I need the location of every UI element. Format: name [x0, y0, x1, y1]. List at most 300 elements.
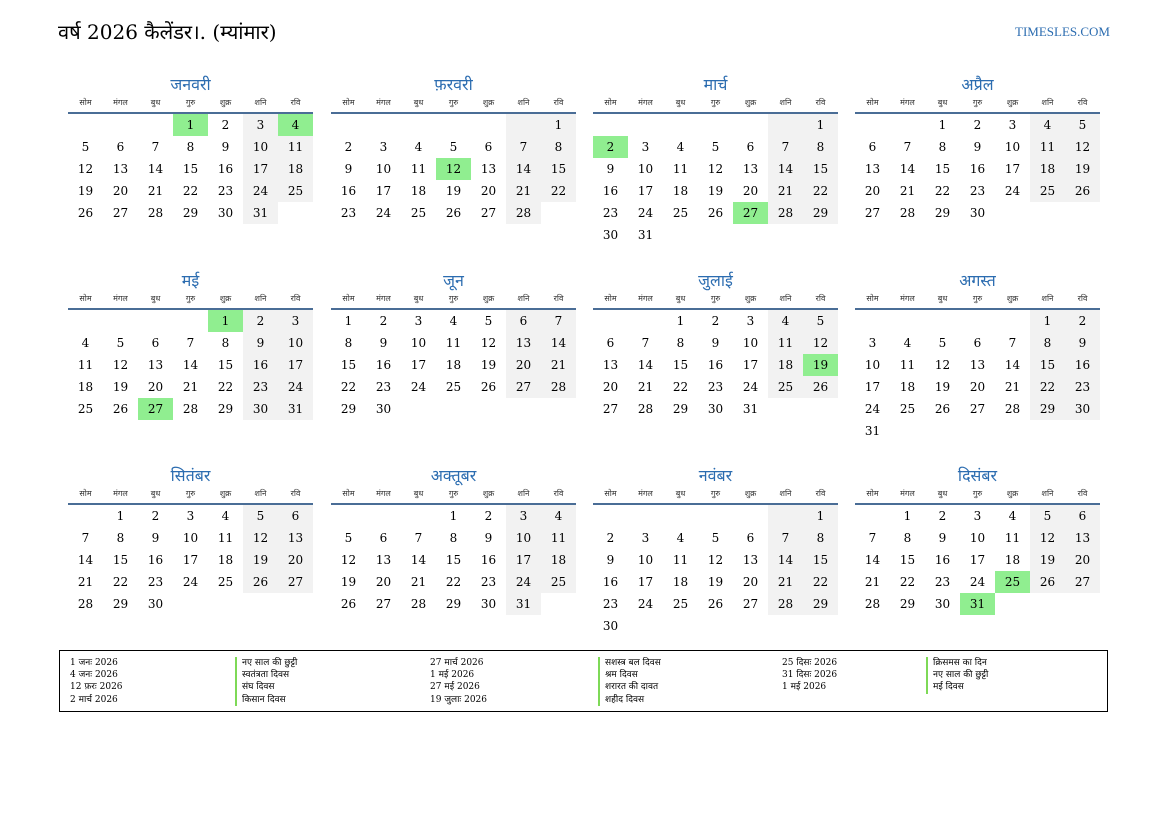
day-cell[interactable]: 21	[864, 575, 881, 589]
day-cell[interactable]: 5	[1065, 114, 1100, 136]
day-cell[interactable]: 21	[147, 184, 164, 198]
day-cell[interactable]: 5	[81, 140, 90, 154]
day-cell[interactable]: 16	[969, 162, 986, 176]
day-cell[interactable]: 4	[221, 509, 230, 523]
day-cell[interactable]: 15	[445, 553, 462, 567]
day-cell[interactable]: 9	[711, 336, 720, 350]
day-cell[interactable]: 28	[1004, 402, 1021, 416]
day-cell[interactable]: 27	[742, 597, 759, 611]
day-cell[interactable]: 23	[934, 575, 951, 589]
day-cell[interactable]: 6	[1065, 505, 1100, 527]
day-cell[interactable]: 5	[1030, 505, 1065, 527]
day-cell[interactable]: 12	[480, 336, 497, 350]
day-cell[interactable]: 2	[484, 509, 493, 523]
day-cell[interactable]: 19	[707, 575, 724, 589]
day-cell[interactable]: 25	[278, 180, 313, 202]
day-cell[interactable]: 15	[803, 158, 838, 180]
day-cell[interactable]: 30	[217, 206, 234, 220]
day-cell[interactable]: 19	[445, 184, 462, 198]
day-cell[interactable]: 10	[637, 553, 654, 567]
day-cell[interactable]: 22	[340, 380, 357, 394]
holiday-day[interactable]: 27	[733, 202, 768, 224]
day-cell[interactable]: 13	[602, 358, 619, 372]
day-cell[interactable]: 2	[344, 140, 353, 154]
day-cell[interactable]: 7	[506, 136, 541, 158]
day-cell[interactable]: 24	[375, 206, 392, 220]
day-cell[interactable]: 29	[803, 593, 838, 615]
holiday-day[interactable]: 2	[593, 136, 628, 158]
day-cell[interactable]: 30	[1065, 398, 1100, 420]
site-link[interactable]: TIMESLES.COM	[1015, 24, 1110, 39]
day-cell[interactable]: 9	[606, 553, 615, 567]
day-cell[interactable]: 26	[480, 380, 497, 394]
day-cell[interactable]: 10	[243, 136, 278, 158]
day-cell[interactable]: 21	[768, 571, 803, 593]
day-cell[interactable]: 2	[243, 310, 278, 332]
day-cell[interactable]: 9	[344, 162, 353, 176]
day-cell[interactable]: 4	[903, 336, 912, 350]
day-cell[interactable]: 3	[414, 314, 423, 328]
day-cell[interactable]: 17	[637, 575, 654, 589]
day-cell[interactable]: 15	[899, 553, 916, 567]
day-cell[interactable]: 7	[186, 336, 195, 350]
day-cell[interactable]: 26	[707, 206, 724, 220]
day-cell[interactable]: 14	[410, 553, 427, 567]
day-cell[interactable]: 29	[112, 597, 129, 611]
day-cell[interactable]: 5	[803, 310, 838, 332]
day-cell[interactable]: 11	[445, 336, 462, 350]
day-cell[interactable]: 23	[602, 206, 619, 220]
day-cell[interactable]: 25	[899, 402, 916, 416]
day-cell[interactable]: 7	[1008, 336, 1017, 350]
day-cell[interactable]: 8	[186, 140, 195, 154]
day-cell[interactable]: 11	[278, 136, 313, 158]
day-cell[interactable]: 21	[1004, 380, 1021, 394]
day-cell[interactable]: 11	[77, 358, 94, 372]
day-cell[interactable]: 23	[340, 206, 357, 220]
day-cell[interactable]: 18	[1030, 158, 1065, 180]
day-cell[interactable]: 25	[410, 206, 427, 220]
day-cell[interactable]: 28	[637, 402, 654, 416]
day-cell[interactable]: 1	[449, 509, 458, 523]
day-cell[interactable]: 22	[899, 575, 916, 589]
day-cell[interactable]: 3	[641, 531, 650, 545]
day-cell[interactable]: 19	[340, 575, 357, 589]
day-cell[interactable]: 9	[243, 332, 278, 354]
day-cell[interactable]: 13	[1065, 527, 1100, 549]
day-cell[interactable]: 24	[243, 180, 278, 202]
day-cell[interactable]: 3	[1008, 118, 1017, 132]
day-cell[interactable]: 14	[182, 358, 199, 372]
day-cell[interactable]: 1	[803, 505, 838, 527]
day-cell[interactable]: 8	[1030, 332, 1065, 354]
day-cell[interactable]: 30	[243, 398, 278, 420]
day-cell[interactable]: 18	[768, 354, 803, 376]
day-cell[interactable]: 2	[938, 509, 947, 523]
day-cell[interactable]: 6	[116, 140, 125, 154]
day-cell[interactable]: 27	[278, 571, 313, 593]
day-cell[interactable]: 16	[934, 553, 951, 567]
day-cell[interactable]: 25	[445, 380, 462, 394]
day-cell[interactable]: 1	[676, 314, 685, 328]
day-cell[interactable]: 20	[742, 575, 759, 589]
day-cell[interactable]: 14	[768, 549, 803, 571]
day-cell[interactable]: 17	[375, 184, 392, 198]
day-cell[interactable]: 27	[864, 206, 881, 220]
day-cell[interactable]: 28	[410, 597, 427, 611]
day-cell[interactable]: 15	[541, 158, 576, 180]
day-cell[interactable]: 11	[899, 358, 916, 372]
day-cell[interactable]: 6	[606, 336, 615, 350]
day-cell[interactable]: 14	[541, 332, 576, 354]
day-cell[interactable]: 8	[803, 136, 838, 158]
day-cell[interactable]: 29	[672, 402, 689, 416]
day-cell[interactable]: 15	[934, 162, 951, 176]
day-cell[interactable]: 23	[480, 575, 497, 589]
day-cell[interactable]: 11	[1004, 531, 1021, 545]
day-cell[interactable]: 18	[410, 184, 427, 198]
day-cell[interactable]: 14	[147, 162, 164, 176]
day-cell[interactable]: 28	[506, 202, 541, 224]
day-cell[interactable]: 6	[278, 505, 313, 527]
day-cell[interactable]: 3	[506, 505, 541, 527]
day-cell[interactable]: 10	[410, 336, 427, 350]
day-cell[interactable]: 13	[969, 358, 986, 372]
day-cell[interactable]: 28	[899, 206, 916, 220]
day-cell[interactable]: 14	[864, 553, 881, 567]
day-cell[interactable]: 23	[602, 597, 619, 611]
day-cell[interactable]: 2	[379, 314, 388, 328]
day-cell[interactable]: 23	[969, 184, 986, 198]
day-cell[interactable]: 7	[903, 140, 912, 154]
day-cell[interactable]: 4	[81, 336, 90, 350]
day-cell[interactable]: 10	[1004, 140, 1021, 154]
day-cell[interactable]: 26	[1065, 180, 1100, 202]
day-cell[interactable]: 26	[112, 402, 129, 416]
day-cell[interactable]: 24	[410, 380, 427, 394]
day-cell[interactable]: 18	[278, 158, 313, 180]
day-cell[interactable]: 31	[506, 593, 541, 615]
day-cell[interactable]: 15	[340, 358, 357, 372]
day-cell[interactable]: 13	[112, 162, 129, 176]
day-cell[interactable]: 31	[278, 398, 313, 420]
day-cell[interactable]: 20	[278, 549, 313, 571]
day-cell[interactable]: 24	[969, 575, 986, 589]
day-cell[interactable]: 8	[938, 140, 947, 154]
day-cell[interactable]: 13	[742, 553, 759, 567]
day-cell[interactable]: 5	[484, 314, 493, 328]
day-cell[interactable]: 18	[217, 553, 234, 567]
day-cell[interactable]: 6	[868, 140, 877, 154]
day-cell[interactable]: 30	[147, 597, 164, 611]
day-cell[interactable]: 13	[480, 162, 497, 176]
day-cell[interactable]: 2	[221, 118, 230, 132]
day-cell[interactable]: 19	[77, 184, 94, 198]
day-cell[interactable]: 30	[969, 206, 986, 220]
day-cell[interactable]: 18	[1004, 553, 1021, 567]
day-cell[interactable]: 20	[602, 380, 619, 394]
day-cell[interactable]: 25	[672, 206, 689, 220]
day-cell[interactable]: 5	[449, 140, 458, 154]
day-cell[interactable]: 9	[151, 531, 160, 545]
day-cell[interactable]: 5	[711, 140, 720, 154]
day-cell[interactable]: 10	[278, 332, 313, 354]
day-cell[interactable]: 17	[864, 380, 881, 394]
day-cell[interactable]: 17	[278, 354, 313, 376]
day-cell[interactable]: 7	[868, 531, 877, 545]
holiday-day[interactable]: 12	[436, 158, 471, 180]
day-cell[interactable]: 12	[340, 553, 357, 567]
day-cell[interactable]: 22	[217, 380, 234, 394]
day-cell[interactable]: 12	[934, 358, 951, 372]
day-cell[interactable]: 14	[768, 158, 803, 180]
day-cell[interactable]: 28	[182, 402, 199, 416]
day-cell[interactable]: 26	[340, 597, 357, 611]
day-cell[interactable]: 2	[1065, 310, 1100, 332]
day-cell[interactable]: 27	[1065, 571, 1100, 593]
day-cell[interactable]: 8	[221, 336, 230, 350]
day-cell[interactable]: 17	[1004, 162, 1021, 176]
day-cell[interactable]: 31	[864, 424, 881, 438]
day-cell[interactable]: 3	[641, 140, 650, 154]
day-cell[interactable]: 11	[672, 553, 689, 567]
day-cell[interactable]: 9	[221, 140, 230, 154]
day-cell[interactable]: 25	[541, 571, 576, 593]
day-cell[interactable]: 22	[672, 380, 689, 394]
day-cell[interactable]: 15	[112, 553, 129, 567]
day-cell[interactable]: 1	[541, 114, 576, 136]
day-cell[interactable]: 25	[1030, 180, 1065, 202]
day-cell[interactable]: 1	[803, 114, 838, 136]
day-cell[interactable]: 11	[217, 531, 234, 545]
day-cell[interactable]: 23	[1065, 376, 1100, 398]
day-cell[interactable]: 14	[1004, 358, 1021, 372]
day-cell[interactable]: 28	[768, 202, 803, 224]
day-cell[interactable]: 26	[707, 597, 724, 611]
day-cell[interactable]: 15	[672, 358, 689, 372]
day-cell[interactable]: 21	[541, 354, 576, 376]
day-cell[interactable]: 22	[1030, 376, 1065, 398]
day-cell[interactable]: 16	[707, 358, 724, 372]
day-cell[interactable]: 20	[864, 184, 881, 198]
day-cell[interactable]: 23	[147, 575, 164, 589]
day-cell[interactable]: 21	[182, 380, 199, 394]
day-cell[interactable]: 16	[602, 575, 619, 589]
day-cell[interactable]: 28	[768, 593, 803, 615]
day-cell[interactable]: 9	[606, 162, 615, 176]
day-cell[interactable]: 14	[506, 158, 541, 180]
day-cell[interactable]: 4	[1030, 114, 1065, 136]
day-cell[interactable]: 20	[742, 184, 759, 198]
day-cell[interactable]: 1	[1030, 310, 1065, 332]
day-cell[interactable]: 3	[243, 114, 278, 136]
holiday-day[interactable]: 25	[995, 571, 1030, 593]
day-cell[interactable]: 22	[803, 571, 838, 593]
day-cell[interactable]: 29	[899, 597, 916, 611]
day-cell[interactable]: 26	[934, 402, 951, 416]
day-cell[interactable]: 18	[672, 184, 689, 198]
day-cell[interactable]: 5	[243, 505, 278, 527]
day-cell[interactable]: 9	[973, 140, 982, 154]
day-cell[interactable]: 12	[112, 358, 129, 372]
day-cell[interactable]: 11	[672, 162, 689, 176]
day-cell[interactable]: 8	[903, 531, 912, 545]
holiday-day[interactable]: 1	[173, 114, 208, 136]
day-cell[interactable]: 19	[112, 380, 129, 394]
day-cell[interactable]: 11	[768, 332, 803, 354]
day-cell[interactable]: 31	[742, 402, 759, 416]
day-cell[interactable]: 30	[375, 402, 392, 416]
day-cell[interactable]: 6	[973, 336, 982, 350]
day-cell[interactable]: 24	[742, 380, 759, 394]
day-cell[interactable]: 13	[506, 332, 541, 354]
day-cell[interactable]: 4	[676, 531, 685, 545]
day-cell[interactable]: 16	[375, 358, 392, 372]
day-cell[interactable]: 8	[116, 531, 125, 545]
day-cell[interactable]: 23	[375, 380, 392, 394]
day-cell[interactable]: 9	[938, 531, 947, 545]
day-cell[interactable]: 4	[768, 310, 803, 332]
day-cell[interactable]: 17	[637, 184, 654, 198]
day-cell[interactable]: 2	[973, 118, 982, 132]
day-cell[interactable]: 27	[506, 376, 541, 398]
holiday-day[interactable]: 4	[278, 114, 313, 136]
day-cell[interactable]: 15	[217, 358, 234, 372]
day-cell[interactable]: 19	[1065, 158, 1100, 180]
day-cell[interactable]: 21	[410, 575, 427, 589]
day-cell[interactable]: 10	[506, 527, 541, 549]
day-cell[interactable]: 29	[217, 402, 234, 416]
day-cell[interactable]: 10	[742, 336, 759, 350]
day-cell[interactable]: 8	[449, 531, 458, 545]
day-cell[interactable]: 3	[186, 509, 195, 523]
day-cell[interactable]: 4	[676, 140, 685, 154]
holiday-day[interactable]: 19	[803, 354, 838, 376]
day-cell[interactable]: 20	[969, 380, 986, 394]
day-cell[interactable]: 18	[672, 575, 689, 589]
day-cell[interactable]: 19	[1030, 549, 1065, 571]
day-cell[interactable]: 8	[344, 336, 353, 350]
day-cell[interactable]: 13	[742, 162, 759, 176]
day-cell[interactable]: 20	[506, 354, 541, 376]
day-cell[interactable]: 11	[1030, 136, 1065, 158]
day-cell[interactable]: 8	[803, 527, 838, 549]
day-cell[interactable]: 13	[375, 553, 392, 567]
day-cell[interactable]: 16	[147, 553, 164, 567]
day-cell[interactable]: 24	[1004, 184, 1021, 198]
day-cell[interactable]: 7	[641, 336, 650, 350]
day-cell[interactable]: 21	[637, 380, 654, 394]
day-cell[interactable]: 4	[449, 314, 458, 328]
day-cell[interactable]: 15	[182, 162, 199, 176]
day-cell[interactable]: 19	[934, 380, 951, 394]
day-cell[interactable]: 22	[445, 575, 462, 589]
day-cell[interactable]: 11	[410, 162, 427, 176]
day-cell[interactable]: 17	[410, 358, 427, 372]
day-cell[interactable]: 7	[151, 140, 160, 154]
day-cell[interactable]: 24	[864, 402, 881, 416]
day-cell[interactable]: 6	[484, 140, 493, 154]
day-cell[interactable]: 24	[182, 575, 199, 589]
day-cell[interactable]: 12	[1030, 527, 1065, 549]
day-cell[interactable]: 30	[602, 619, 619, 633]
day-cell[interactable]: 21	[768, 180, 803, 202]
day-cell[interactable]: 6	[746, 140, 755, 154]
day-cell[interactable]: 30	[707, 402, 724, 416]
day-cell[interactable]: 20	[147, 380, 164, 394]
day-cell[interactable]: 9	[484, 531, 493, 545]
day-cell[interactable]: 31	[637, 228, 654, 242]
day-cell[interactable]: 4	[1008, 509, 1017, 523]
day-cell[interactable]: 5	[116, 336, 125, 350]
day-cell[interactable]: 28	[77, 597, 94, 611]
day-cell[interactable]: 21	[506, 180, 541, 202]
day-cell[interactable]: 3	[379, 140, 388, 154]
day-cell[interactable]: 24	[506, 571, 541, 593]
day-cell[interactable]: 5	[938, 336, 947, 350]
day-cell[interactable]: 18	[77, 380, 94, 394]
day-cell[interactable]: 23	[243, 376, 278, 398]
day-cell[interactable]: 23	[707, 380, 724, 394]
day-cell[interactable]: 22	[541, 180, 576, 202]
day-cell[interactable]: 25	[217, 575, 234, 589]
day-cell[interactable]: 11	[541, 527, 576, 549]
day-cell[interactable]: 2	[606, 531, 615, 545]
day-cell[interactable]: 12	[707, 162, 724, 176]
day-cell[interactable]: 7	[81, 531, 90, 545]
day-cell[interactable]: 28	[147, 206, 164, 220]
day-cell[interactable]: 5	[711, 531, 720, 545]
day-cell[interactable]: 2	[711, 314, 720, 328]
day-cell[interactable]: 20	[480, 184, 497, 198]
day-cell[interactable]: 26	[1030, 571, 1065, 593]
day-cell[interactable]: 6	[379, 531, 388, 545]
day-cell[interactable]: 14	[899, 162, 916, 176]
day-cell[interactable]: 27	[602, 402, 619, 416]
day-cell[interactable]: 9	[1065, 332, 1100, 354]
day-cell[interactable]: 28	[541, 376, 576, 398]
day-cell[interactable]: 24	[637, 597, 654, 611]
day-cell[interactable]: 13	[864, 162, 881, 176]
day-cell[interactable]: 17	[243, 158, 278, 180]
day-cell[interactable]: 16	[1065, 354, 1100, 376]
day-cell[interactable]: 26	[803, 376, 838, 398]
day-cell[interactable]: 6	[151, 336, 160, 350]
day-cell[interactable]: 28	[864, 597, 881, 611]
day-cell[interactable]: 1	[903, 509, 912, 523]
day-cell[interactable]: 31	[243, 202, 278, 224]
day-cell[interactable]: 10	[375, 162, 392, 176]
day-cell[interactable]: 30	[602, 228, 619, 242]
day-cell[interactable]: 16	[243, 354, 278, 376]
day-cell[interactable]: 10	[969, 531, 986, 545]
day-cell[interactable]: 7	[414, 531, 423, 545]
day-cell[interactable]: 29	[340, 402, 357, 416]
day-cell[interactable]: 27	[375, 597, 392, 611]
day-cell[interactable]: 27	[112, 206, 129, 220]
day-cell[interactable]: 18	[541, 549, 576, 571]
holiday-day[interactable]: 1	[208, 310, 243, 332]
day-cell[interactable]: 8	[541, 136, 576, 158]
day-cell[interactable]: 19	[707, 184, 724, 198]
day-cell[interactable]: 7	[768, 527, 803, 549]
day-cell[interactable]: 30	[480, 597, 497, 611]
day-cell[interactable]: 12	[243, 527, 278, 549]
day-cell[interactable]: 22	[112, 575, 129, 589]
day-cell[interactable]: 7	[541, 310, 576, 332]
day-cell[interactable]: 17	[969, 553, 986, 567]
day-cell[interactable]: 3	[746, 314, 755, 328]
